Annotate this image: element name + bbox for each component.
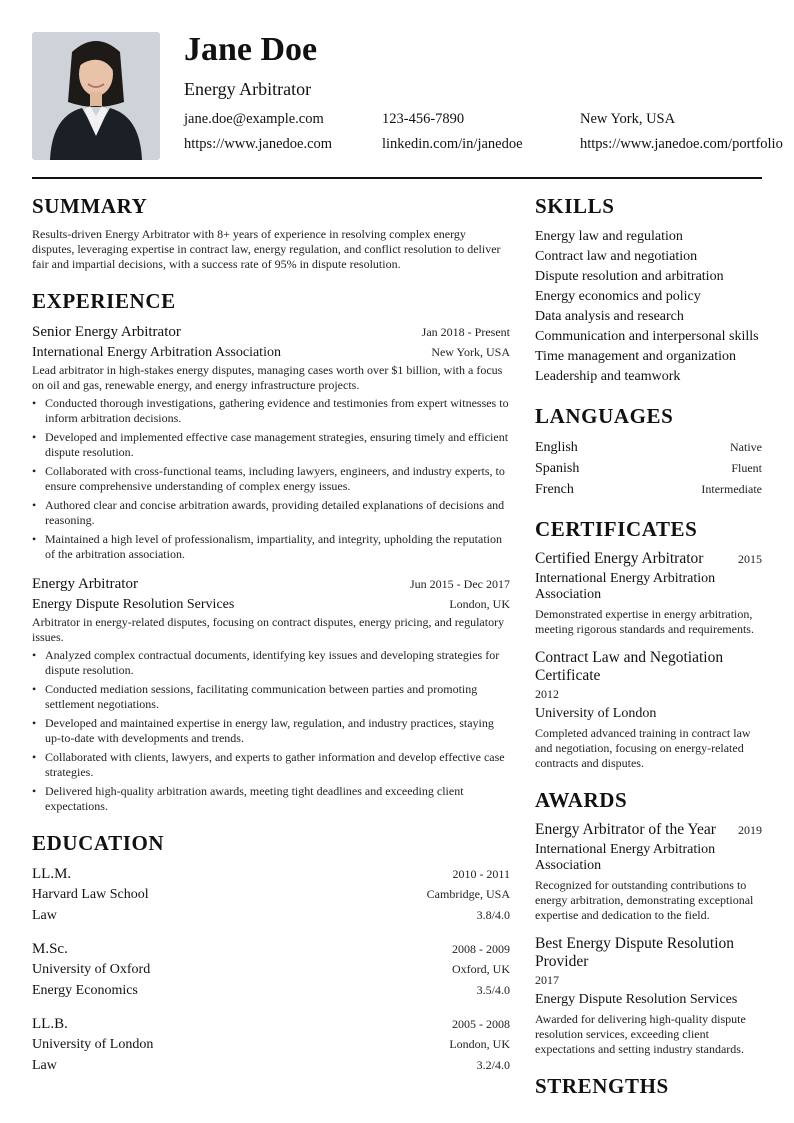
certificate-entry bbox=[535, 550, 762, 637]
certificate-issuer: International Energy Arbitration Association bbox=[535, 571, 716, 602]
job-role: Senior Energy Arbitrator bbox=[32, 324, 181, 340]
language-level: Fluent bbox=[731, 461, 762, 475]
skill-item: Contract law and negotiation bbox=[535, 249, 698, 264]
job-bullet: • Developed and implemented effective case management strategies, ensuring timely and efficient dispute resolution. bbox=[45, 430, 510, 460]
skill-item: Time management and organization bbox=[535, 349, 737, 364]
skill-item: Leadership and teamwork bbox=[535, 369, 681, 384]
website-link[interactable]: https://www.janedoe.com bbox=[184, 136, 333, 152]
certificate-year: 2012 bbox=[535, 687, 559, 701]
resume-page bbox=[32, 31, 783, 1115]
school-name: Harvard Law School bbox=[32, 887, 149, 902]
section-heading-experience: EXPERIENCE bbox=[32, 289, 176, 313]
candidate-name: Jane Doe bbox=[184, 31, 318, 68]
job-bullets bbox=[32, 648, 510, 814]
award-issuer: Energy Dispute Resolution Services bbox=[535, 992, 738, 1007]
school-location: Cambridge, USA bbox=[426, 887, 510, 901]
section-heading-languages: LANGUAGES bbox=[535, 404, 674, 428]
job-dates: Jan 2018 - Present bbox=[421, 325, 510, 339]
email-link[interactable]: jane.doe@example.com bbox=[184, 111, 324, 127]
section-heading-summary: SUMMARY bbox=[32, 194, 148, 218]
language-row bbox=[535, 437, 762, 458]
languages-section bbox=[535, 403, 762, 500]
certificate-entry bbox=[535, 649, 762, 771]
language-name: Spanish bbox=[535, 461, 580, 476]
strengths-section bbox=[535, 1073, 762, 1099]
job-description: Arbitrator in energy-related disputes, focusing on contract disputes, energy pricing, and regulatory issues. bbox=[32, 615, 505, 644]
awards-section bbox=[535, 787, 762, 1057]
job-bullet: • Conducted thorough investigations, gathering evidence and testimonies from expert witnesses to inform arbitration decisions. bbox=[45, 396, 510, 426]
gpa: 3.8/4.0 bbox=[476, 908, 510, 922]
linkedin-link[interactable]: linkedin.com/in/janedoe bbox=[382, 136, 523, 152]
job-bullet: • Developed and maintained expertise in energy law, regulation, and industry practices, staying up-to-date with developments and trends. bbox=[45, 716, 510, 746]
skill-item: Energy law and regulation bbox=[535, 229, 683, 244]
award-year: 2019 bbox=[738, 823, 762, 837]
education-entry bbox=[32, 1014, 510, 1076]
portfolio-link[interactable]: https://www.janedoe.com/portfolio bbox=[580, 136, 783, 152]
job-bullet: • Maintained a high level of professionalism, impartiality, and integrity, upholding the reputation of the arbitration association. bbox=[45, 532, 510, 562]
award-entry bbox=[535, 935, 762, 1057]
skill-item: Dispute resolution and arbitration bbox=[535, 269, 724, 284]
job-bullet: • Collaborated with clients, lawyers, and experts to gather information and develop effective case strategies. bbox=[45, 750, 510, 780]
header-info bbox=[184, 32, 790, 160]
resume-header bbox=[32, 31, 783, 160]
section-heading-strengths: STRENGTHS bbox=[535, 1074, 669, 1098]
field-of-study: Energy Economics bbox=[32, 983, 138, 998]
skill-item: Communication and interpersonal skills bbox=[535, 329, 759, 344]
header-divider bbox=[32, 177, 762, 179]
education-entry bbox=[32, 939, 510, 1001]
section-heading-certificates: CERTIFICATES bbox=[535, 517, 698, 541]
summary-section bbox=[32, 193, 510, 272]
phone-number: 123-456-7890 bbox=[382, 111, 465, 127]
job-bullet: • Conducted mediation sessions, facilitating communication between parties and promoting settlement negotiations. bbox=[45, 682, 510, 712]
degree: M.Sc. bbox=[32, 941, 68, 957]
language-level: Intermediate bbox=[701, 482, 762, 496]
award-year: 2017 bbox=[535, 973, 559, 987]
award-title: Energy Arbitrator of the Year bbox=[535, 821, 716, 838]
skill-item: Energy economics and policy bbox=[535, 289, 701, 304]
certificate-issuer: University of London bbox=[535, 706, 657, 721]
education-dates: 2010 - 2011 bbox=[452, 867, 510, 881]
job-entry bbox=[32, 574, 510, 814]
award-description: Recognized for outstanding contributions to energy arbitration, demonstrating exceptional expertise and dedication to the field. bbox=[535, 878, 754, 922]
job-organization: International Energy Arbitration Association bbox=[32, 345, 281, 360]
candidate-title: Energy Arbitrator bbox=[184, 79, 312, 99]
right-column bbox=[535, 193, 762, 1115]
gpa: 3.2/4.0 bbox=[476, 1058, 510, 1072]
language-row bbox=[535, 458, 762, 479]
job-bullet: • Delivered high-quality arbitration awards, meeting tight deadlines and exceeding client expectations. bbox=[45, 784, 510, 814]
job-entry bbox=[32, 322, 510, 562]
left-column bbox=[32, 193, 510, 1115]
job-location: New York, USA bbox=[431, 345, 510, 359]
profile-photo-illustration bbox=[32, 32, 160, 160]
experience-section bbox=[32, 288, 510, 814]
section-heading-skills: SKILLS bbox=[535, 194, 615, 218]
award-description: Awarded for delivering high-quality dispute resolution services, exceeding client expectations and setting industry standards. bbox=[535, 1012, 746, 1056]
award-title: Best Energy Dispute Resolution Provider bbox=[535, 935, 735, 970]
skills-section bbox=[535, 193, 762, 387]
job-description: Lead arbitrator in high-stakes energy disputes, managing cases worth over $1 billion, with a focus on oil and gas, renewable energy, and energy infrastructure projects. bbox=[32, 363, 503, 392]
language-name: English bbox=[535, 440, 578, 455]
school-location: London, UK bbox=[449, 1037, 510, 1051]
gpa: 3.5/4.0 bbox=[476, 983, 510, 997]
school-location: Oxford, UK bbox=[452, 962, 510, 976]
award-entry bbox=[535, 821, 762, 923]
job-location: London, UK bbox=[449, 597, 510, 611]
location-text: New York, USA bbox=[580, 111, 676, 127]
language-level: Native bbox=[730, 440, 762, 454]
education-section bbox=[32, 830, 510, 1076]
certificate-year: 2015 bbox=[738, 552, 762, 566]
job-bullet: • Analyzed complex contractual documents, identifying key issues and developing strategies for dispute resolution. bbox=[45, 648, 510, 678]
field-of-study: Law bbox=[32, 908, 57, 923]
summary-text: Results-driven Energy Arbitrator with 8+ years of experience in resolving complex energy disputes, leveraging expertise in contract law, energy regulation, and conflict resolution to deliver fair and impartial decisions, with a success rate of 95% in dispute resolution. bbox=[32, 227, 501, 271]
job-role: Energy Arbitrator bbox=[32, 576, 138, 592]
contact-grid bbox=[184, 107, 790, 157]
section-heading-education: EDUCATION bbox=[32, 831, 165, 855]
profile-photo bbox=[32, 32, 160, 160]
education-dates: 2008 - 2009 bbox=[452, 942, 510, 956]
job-bullet: • Collaborated with cross-functional teams, including lawyers, engineers, and industry experts, to ensure comprehensive understanding of complex energy issues. bbox=[45, 464, 510, 494]
school-name: University of Oxford bbox=[32, 962, 151, 977]
degree: LL.M. bbox=[32, 866, 72, 882]
content-columns bbox=[32, 193, 762, 1115]
job-dates: Jun 2015 - Dec 2017 bbox=[410, 577, 510, 591]
field-of-study: Law bbox=[32, 1058, 57, 1073]
job-bullet: • Authored clear and concise arbitration awards, providing detailed explanations of decisions and reasoning. bbox=[45, 498, 510, 528]
school-name: University of London bbox=[32, 1037, 154, 1052]
award-issuer: International Energy Arbitration Association bbox=[535, 842, 716, 873]
certificate-title: Contract Law and Negotiation Certificate bbox=[535, 649, 724, 684]
degree: LL.B. bbox=[32, 1016, 68, 1032]
language-row bbox=[535, 479, 762, 500]
certificate-description: Demonstrated expertise in energy arbitration, meeting rigorous standards and requirements. bbox=[535, 607, 754, 636]
certificate-description: Completed advanced training in contract law and negotiation, focusing on energy-related contracts and disputes. bbox=[535, 726, 751, 770]
certificate-title: Certified Energy Arbitrator bbox=[535, 550, 704, 567]
job-organization: Energy Dispute Resolution Services bbox=[32, 597, 235, 612]
education-dates: 2005 - 2008 bbox=[452, 1017, 510, 1031]
language-name: French bbox=[535, 482, 574, 497]
certificates-section bbox=[535, 516, 762, 771]
skill-item: Data analysis and research bbox=[535, 309, 684, 324]
job-bullets bbox=[32, 396, 510, 562]
education-entry bbox=[32, 864, 510, 926]
section-heading-awards: AWARDS bbox=[535, 788, 628, 812]
